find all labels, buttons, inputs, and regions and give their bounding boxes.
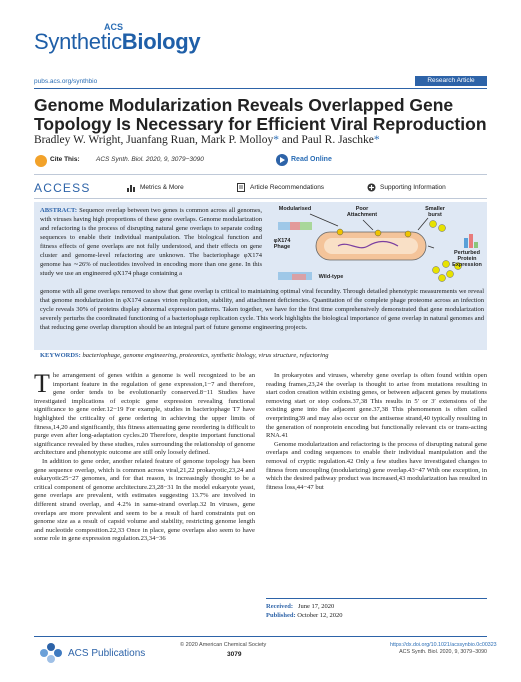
dates-box xyxy=(266,598,487,621)
access-divider-top xyxy=(34,174,487,175)
header-divider xyxy=(34,88,487,89)
author-name[interactable]: Paul R. Jaschke xyxy=(301,134,374,146)
graphic-label-phage: φX174 Phage xyxy=(273,238,291,250)
citation-text: ACS Synth. Biol. 2020, 9, 3079−3090 xyxy=(96,156,204,163)
published-date: Published: October 12, 2020 xyxy=(266,612,343,619)
cite-icon[interactable] xyxy=(35,155,47,167)
doi-block xyxy=(390,642,497,656)
journal-name-bold: Biology xyxy=(121,29,201,54)
body-column-right xyxy=(266,372,487,492)
corresponding-mark[interactable]: * xyxy=(373,134,380,146)
author-name[interactable]: Juanfang Ruan xyxy=(126,134,195,146)
author-name[interactable]: Bradley W. Wright xyxy=(34,134,121,146)
access-label: ACCESS xyxy=(34,181,91,195)
graphic-label-modularised: Modularised xyxy=(278,206,312,212)
cite-this-label[interactable]: Cite This: xyxy=(50,156,80,163)
bar-chart-icon[interactable] xyxy=(127,184,136,192)
journal-name xyxy=(34,29,200,55)
corresponding-mark[interactable]: * xyxy=(273,134,279,146)
article-recommendations-link[interactable]: Article Recommendations xyxy=(250,184,325,191)
supporting-information-link[interactable]: Supporting Information xyxy=(380,184,446,191)
body-paragraph: In prokaryotes and viruses, whereby gene overlap is often found within open reading frames,23,24 the overlap is thought to arise from mutations resulting in start codon creation within existing genes, or between adjacent genes by mutations removing start or stop codons.37,38 This results in 5′ or 3′ extensions of the existing gene into the adjacent gene.37,38 This phenomenon is often called overprinting39 and may also occur on the antisense strand,40 typically resulting in the generation of nonprotein encoding but functionally relevant cis or trans-acting RNA.41 xyxy=(266,372,487,440)
article-type-badge: Research Article xyxy=(415,76,487,86)
article-title: Genome Modularization Reveals Overlapped Gene Topology Is Necessary for Efficient Viral Reproduction xyxy=(34,95,487,134)
graphic-label-burst: Smaller burst xyxy=(425,206,445,218)
abstract-heading: ABSTRACT: xyxy=(40,207,78,214)
access-divider-bottom xyxy=(34,198,487,199)
metrics-more-link[interactable]: Metrics & More xyxy=(140,184,184,191)
footer-divider xyxy=(34,636,487,637)
abstract-body-full: genome with all gene overlaps removed to show that gene overlap is critical to maintaining optimal viral fecundity. Through detailed phenotypic measurements we reveal that genome modularization in φX174 causes virion replication, stability, and attachment deficiencies. Quantitation of the complete phage proteome across an infection cycle reveals 30% of proteins display abnormal expression patterns. Taken together, we have for the first time comprehensively demonstrated that gene modularization severely perturbs the coordinated functioning of a bacteriophage replication cycle. This work highlights the biological importance of gene overlap in natural genomes and that reducing gene overlap disruption should be an integral part of future genome engineering projects. xyxy=(40,288,484,331)
body-paragraph: Genome modularization and refactoring is the process of disrupting natural gene overlaps and coding sequences to enable their individual manipulation and the removal of cryptic regulation.42 Only a few studies have investigated changes to fitness from uncoupling (modularizing) gene overlap.43−47 With one exception, in which the desired pathway product was increased,43 modularization has resulted in fitness loss,44−47 but xyxy=(266,440,487,491)
graphic-label-wildtype: Wild-type xyxy=(318,274,344,280)
doi-link[interactable]: https://dx.doi.org/10.1021/acssynbio.0c00323 xyxy=(390,642,497,648)
body-paragraph xyxy=(34,369,256,458)
body-paragraph: In addition to gene order, another related feature of genome topology has been gene sequence overlap, which is common across viral,21,22 prokaryotic,23,24 and eukaryotic25−27 genomes, and for that reason, is increasingly thought to be a critical component of genome architecture.23,28−31 In the model eukaryote yeast, gene overlaps are prevalent, with estimates suggesting 13.7% are involved in different strand overlap, and 4.2% in same-strand overlap.32 In viruses, gene overlaps are more prevalent and seem to be a result of hard constraints put on genome size as a result of capsid volume and stability, restricting genome length and nucleotide composition.22,33 Once in place, gene overlaps also seem to have some role in gene expression regulation.23,34−36 xyxy=(34,457,255,543)
keywords-label: KEYWORDS: xyxy=(40,352,81,359)
author-list: Bradley W. Wright, Juanfang Ruan, Mark P. Molloy* and Paul R. Jaschke* xyxy=(34,134,380,146)
graphic-label-attachment: Poor Attachment xyxy=(346,206,378,218)
doi-citation: ACS Synth. Biol. 2020, 9, 3079−3090 xyxy=(399,649,487,655)
journal-logo xyxy=(34,22,234,62)
abstract-text-left xyxy=(40,206,262,278)
author-name[interactable]: Mark P. Molloy xyxy=(200,134,274,146)
copyright-text: © 2020 American Chemical Society xyxy=(180,642,267,648)
journal-org: ACS xyxy=(104,22,124,32)
received-date: Received: June 17, 2020 xyxy=(266,603,335,610)
acs-publications-logo xyxy=(36,640,66,666)
document-icon[interactable] xyxy=(237,183,245,192)
plus-circle-icon[interactable] xyxy=(367,183,376,192)
toc-graphic xyxy=(268,204,486,286)
graphic-label-expression: Perturbed Protein Expression xyxy=(452,250,482,268)
read-online-icon[interactable] xyxy=(276,154,288,166)
drop-cap: T xyxy=(34,369,50,398)
abstract-body-left: Sequence overlap between two genes is common across all genomes, with viruses having high proportions of these gene overlaps. Genome modularization and refactoring is the process of disrupting natural gene overlaps to separate coding sequences to enable their individual manipulation. The biological function and fitness effects of gene overlaps are not fully understood, and their effects on gene cluster and genome-level refactoring are unknown. The bacteriophage φX174 genome has ∼26% of nucleotides involved in encoding more than one gene. In this study we use an engineered φX174 phage containing a xyxy=(40,207,263,277)
keywords xyxy=(40,352,329,359)
journal-name-plain: Synthetic xyxy=(34,29,122,54)
body-column-left xyxy=(34,369,256,544)
read-online-link[interactable]: Read Online xyxy=(291,156,332,163)
keywords-value: bacteriophage, genome engineering, proteomics, synthetic biology, virus structure, refactoring xyxy=(82,352,329,359)
page-number: 3079 xyxy=(227,651,242,658)
body-paragraph-text: he arrangement of genes within a genome is well recognized to be an important feature in the regulation of gene expression,1−7 and therefore, gene order tends to be evolutionarily conserved.8−11 Studies have investigated implications of ectopic gene expression revealing functional significance to gene order.12−19 For example, studies in bacteriophage T7 have highlighted the criticality of gene ordering in achieving the upper limits of fitness,14,20 and significantly, this fitness attenuating gene reordering is difficult to purge even after long-adaptation cycles.20 Therefore, despite important functional significance revealed by these studies, rules surrounding the relationship of genome architecture and phenotypic outcome are still only loosely defined. xyxy=(34,372,256,457)
journal-url-link[interactable]: pubs.acs.org/synthbio xyxy=(34,78,98,85)
publisher-name: ACS Publications xyxy=(68,648,146,659)
